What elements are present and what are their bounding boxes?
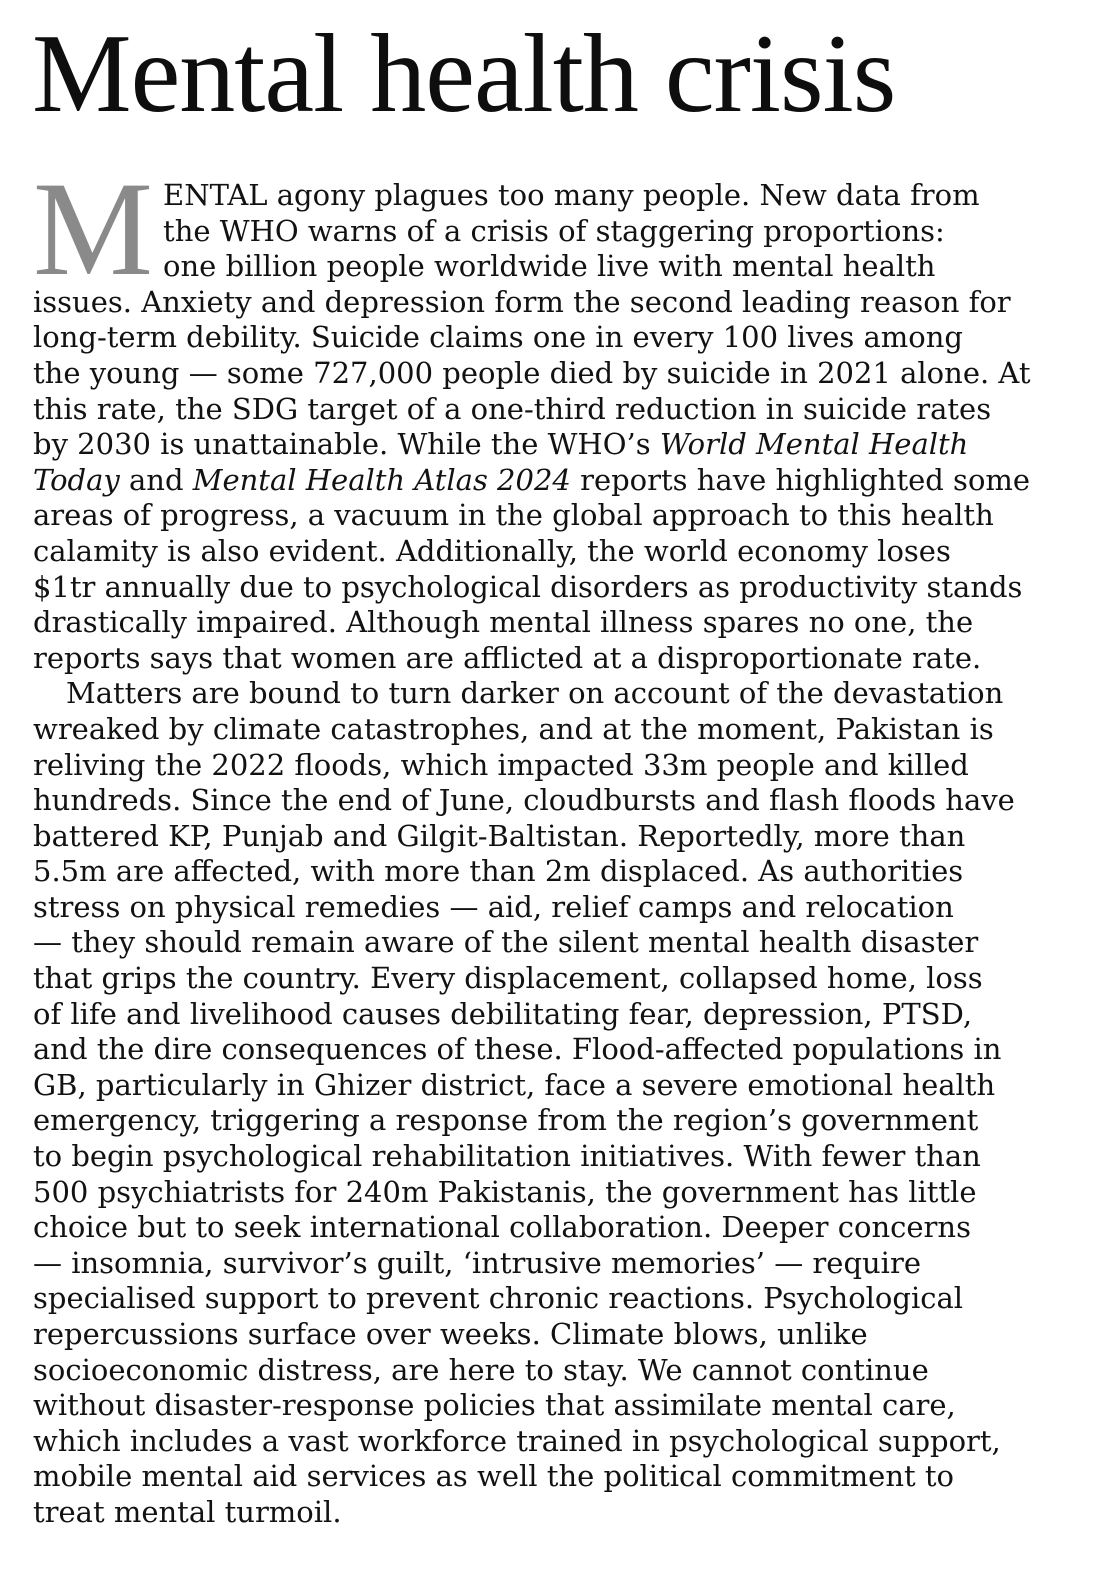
text-line: 500 psychiatrists for 240m Pakistanis, the government has little [33,1174,977,1209]
text-segment: and [119,462,193,497]
text-line: drastically impaired. Although mental illness spares no one, the [33,605,974,640]
text-line: treat mental turmoil. [33,1494,342,1529]
report-title-italic: World Mental Health [659,427,969,462]
text-line: choice but to seek international collaboration. Deeper concerns [33,1210,971,1245]
text-line: areas of progress, a vacuum in the global approach to this health [33,498,994,533]
text-line: stress on physical remedies — aid, relief camps and relocation [33,889,954,924]
text-line: of life and livelihood causes debilitating fear, depression, PTSD, [33,996,973,1031]
text-line: that grips the country. Every displacement, collapsed home, loss [33,961,983,996]
text-line: repercussions surface over weeks. Climate blows, unlike [33,1317,868,1351]
text-line: calamity is also evident. Additionally, the world economy loses [33,533,951,568]
text-segment: by 2030 is unattainable. While the WHO’s [33,427,660,462]
text-line: wreaked by climate catastrophes, and at the moment, Pakistan is [33,711,994,746]
text-line: 5.5m are affected, with more than 2m displaced. As authorities [33,854,964,889]
text-line: reports says that women are afflicted at a disproportionate rate. [33,640,982,675]
text-line: emergency, triggering a response from the region’s government [33,1103,979,1138]
text-line: long-term debility. Suicide claims one in every 100 lives among [33,320,963,355]
text-line: to begin psychological rehabilitation initiatives. With fewer than [33,1139,981,1174]
text-line: the young — some 727,000 people died by suicide in 2021 alone. At [33,355,1031,390]
article-body [33,155,1071,1531]
headline: Mental health crisis [32,12,896,136]
paragraph-2 [33,676,1071,1530]
paragraph-1 [33,155,1071,676]
text-line [33,463,1071,499]
text-segment: reports have highlighted some [570,462,1031,497]
text-line: $1tr annually due to psychological disorders as productivity stands [33,569,1023,604]
text-line [33,427,1071,463]
text-line: without disaster-response policies that assimilate mental care, [33,1388,956,1423]
text-line: the WHO warns of a crisis of staggering proportions: [163,213,945,248]
text-line: — they should remain aware of the silent mental health disaster [33,925,979,960]
text-line: Matters are bound to turn darker on account of the devastation [66,676,1004,711]
text-line: GB, particularly in Ghizer district, face a severe emotional health [33,1067,996,1102]
text-line: which includes a vast workforce trained in psychological support, [33,1423,1001,1458]
text-line: and the dire consequences of these. Flood-affected populations in [33,1032,1002,1067]
report-title-italic: Today [33,462,120,497]
text-line: issues. Anxiety and depression form the second leading reason for [33,284,1011,319]
text-line: reliving the 2022 floods, which impacted 33m people and killed [33,747,969,782]
text-line: this rate, the SDG target of a one-third reduction in suicide rates [33,391,992,426]
text-line: one billion people worldwide live with mental health [163,249,936,284]
text-line: specialised support to prevent chronic reactions. Psychological [33,1281,964,1316]
text-line: mobile mental aid services as well the political commitment to [33,1459,954,1494]
text-line: socioeconomic distress, are here to stay. We cannot continue [33,1352,929,1387]
drop-cap: M [33,155,152,304]
text-line: battered KP, Punjab and Gilgit-Baltistan. Reportedly, more than [33,818,966,853]
text-line: ENTAL agony plagues too many people. New data from [163,178,980,212]
text-line: hundreds. Since the end of June, cloudbursts and flash floods have [33,783,1015,818]
text-line: — insomnia, survivor’s guilt, ‘intrusive memories’ — require [33,1245,921,1280]
report-title-italic: Mental Health Atlas 2024 [192,462,571,497]
